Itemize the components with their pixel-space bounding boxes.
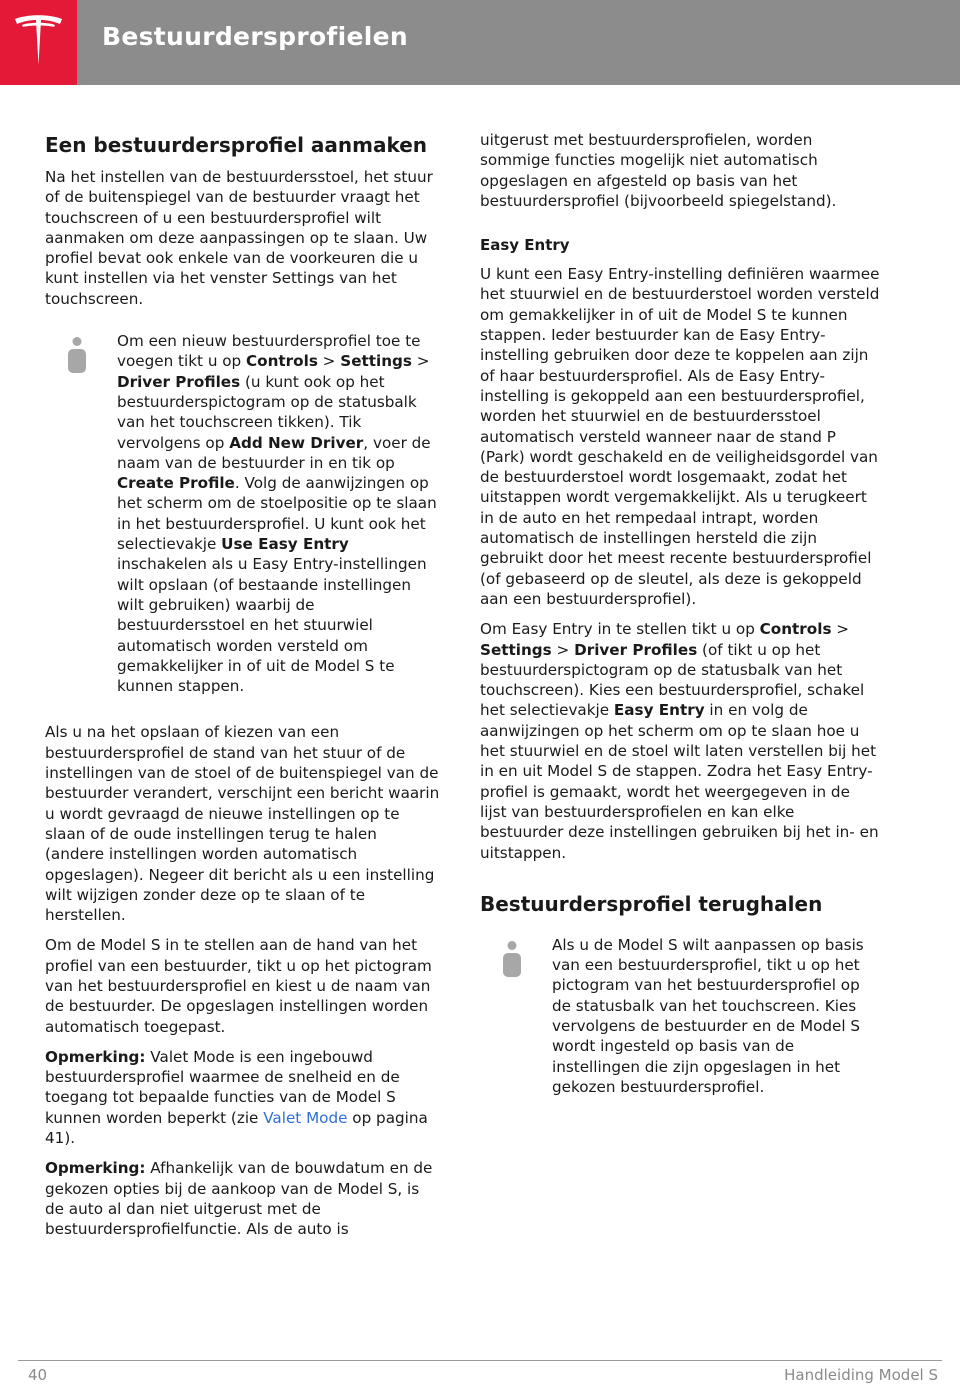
remark-text: Afhankelijk van de bouwdatum en de gekozen opties bij de aankoop van de Model S, is de auto al dan niet uitgerust met de bestuurdersprofielfunctie. Als de auto is	[45, 1159, 433, 1239]
driver-profiles-label: Driver Profiles	[117, 372, 241, 391]
remark-label: Opmerking:	[45, 1159, 146, 1178]
note-text: Om een nieuw bestuurdersprofiel toe te voegen tikt u op	[117, 332, 421, 371]
page-title: Bestuurdersprofielen	[102, 22, 408, 51]
note-text: Als u de Model S wilt aanpassen op basis van een bestuurdersprofiel, tikt u op het pictogram van het bestuurdersprofiel op de statusbalk van het touchscreen. Kies vervolgens de bestuurder en de Model S wordt ingesteld op basis van de instellingen die zijn opgeslagen in het gekozen bestuurdersprofiel.	[552, 935, 864, 1096]
settings-label: Settings	[340, 352, 412, 371]
note-text: inschakelen als u Easy Entry-instellingen wilt opslaan (of bestaande instellingen wilt gebruiken) waarbij de bestuurdersstoel en het stuurwiel automatisch worden versteld om gemakkelijker in of uit de Model S te kunnen stappen.	[117, 555, 427, 696]
easy-entry-setup-paragraph	[480, 619, 880, 863]
settings-label: Settings	[480, 640, 552, 659]
page-header	[0, 0, 960, 85]
remark-text: Valet Mode is een ingebouwd bestuurdersprofiel waarmee de snelheid en de toegang tot bepaalde functies van de Model S kunnen worden beperkt (zie	[45, 1047, 400, 1127]
section-heading-recall-profile: Bestuurdersprofiel terughalen	[480, 891, 823, 916]
driver-profiles-label: Driver Profiles	[574, 640, 698, 659]
note-text: , voer de naam van de bestuurder in en tik op	[117, 433, 431, 472]
build-date-remark	[45, 1158, 440, 1239]
separator: >	[831, 620, 850, 639]
controls-label: Controls	[759, 620, 832, 639]
add-new-driver-label: Add New Driver	[229, 433, 364, 452]
controls-label: Controls	[246, 352, 318, 371]
tesla-logo-icon	[13, 13, 64, 71]
section-heading-create-profile: Een bestuurdersprofiel aanmaken	[45, 133, 428, 157]
apply-profile-paragraph: Om de Model S in te stellen aan de hand van het profiel van een bestuurder, tikt u op het pictogram van het bestuurdersprofiel en kiest u de naam van de bestuurder. De opgeslagen instellingen worden automatisch toegepast.	[45, 936, 432, 1036]
remark-label: Opmerking:	[45, 1047, 146, 1066]
footer-divider	[18, 1360, 942, 1361]
right-column	[480, 130, 880, 1097]
note-text: . Volg de aanwijzingen op het scherm om de stoelpositie op te slaan in het bestuurdersprofiel. U kunt ook het selectievakje	[117, 474, 437, 554]
separator: >	[551, 640, 575, 659]
note-text: (u kunt ook op het bestuurderspictogram op de statusbalk van het touchscreen tikken). Tik vervolgens op	[117, 372, 417, 452]
brand-logo-box	[0, 0, 77, 85]
easy-entry-label: Easy Entry	[613, 701, 705, 720]
valet-mode-link[interactable]: Valet Mode	[263, 1108, 348, 1127]
change-settings-paragraph: Als u na het opslaan of kiezen van een bestuurdersprofiel de stand van het stuur of de instellingen van de stoel of de buitenspiegel van de bestuurder verandert, verschijnt een bericht waarin u wordt gevraagd de nieuwe instellingen op te slaan of de oude instellingen terug te halen (andere instellingen worden automatisch opgeslagen). Negeer dit bericht als u een instelling wilt wijzigen zonder deze op te slaan of te herstellen.	[45, 723, 440, 925]
use-easy-entry-label: Use Easy Entry	[221, 535, 349, 554]
recall-profile-note	[480, 935, 880, 1097]
page-number: 40	[28, 1366, 48, 1384]
person-icon	[502, 941, 522, 977]
body-text: in en volg de aanwijzingen op het scherm om op te slaan hoe u het stuurwiel en de stoel wilt laten verstellen bij het in en uit Model S de stappen. Zodra het Easy Entry-profiel is gemaakt, wordt het weergegeven in de lijst van bestuurdersprofielen en kan elke bestuurder deze instellingen gebruiken bij het in- en uitstappen.	[480, 701, 879, 862]
remark-text: op pagina 41).	[45, 1108, 428, 1148]
left-column	[45, 132, 440, 1250]
intro-paragraph: Na het instellen van de bestuurdersstoel, het stuur of de buitenspiegel van de bestuurder vraagt het touchscreen of u een bestuurdersprofiel wilt aanmaken om deze aanpassingen op te slaan. Uw profiel bevat ook enkele van de voorkeuren die u kunt instellen via het venster Settings van het touchscreen.	[45, 168, 433, 308]
manual-name: Handleiding Model S	[784, 1366, 938, 1384]
valet-remark	[45, 1047, 440, 1148]
create-profile-label: Create Profile	[117, 474, 235, 493]
create-profile-note	[45, 331, 440, 696]
separator: >	[317, 352, 341, 371]
body-text: Om Easy Entry in te stellen tikt u op	[480, 620, 760, 639]
easy-entry-heading: Easy Entry	[480, 236, 570, 255]
body-text: (of tikt u op het bestuurderspictogram op de statusbalk van het touchscreen). Kies een bestuurdersprofiel, schakel het selectievakje	[480, 640, 865, 720]
separator: >	[411, 352, 430, 371]
continued-paragraph: uitgerust met bestuurdersprofielen, worden sommige functies mogelijk niet automatisch opgeslagen en afgesteld op basis van het bestuurdersprofiel (bijvoorbeeld spiegelstand).	[480, 131, 837, 210]
person-icon	[67, 337, 87, 373]
easy-entry-paragraph: U kunt een Easy Entry-instelling definiëren waarmee het stuurwiel en de bestuurderstoel worden versteld om gemakkelijker in of uit de Model S te kunnen stappen. Ieder bestuurder kan de Easy Entry-instelling gebruiken door deze te koppelen aan zijn of haar bestuurdersprofiel. Als de Easy Entry-instelling is gekoppeld aan een bestuurdersprofiel, worden het stuurwiel en de bestuurdersstoel automatisch versteld wanneer naar de stand P (Park) wordt geschakeld en de veiligheidsgordel van de bestuurderstoel wordt losgemaakt, zodat het uitstappen wordt vergemakkelijkt. Als u terugkeert in de auto en het rempedaal intrapt, worden automatisch de instellingen hersteld die zijn gebruikt door het meest recente bestuurdersprofiel (of gebaseerd op de sleutel, als deze is gekoppeld aan een bestuurdersprofiel).	[480, 265, 880, 608]
